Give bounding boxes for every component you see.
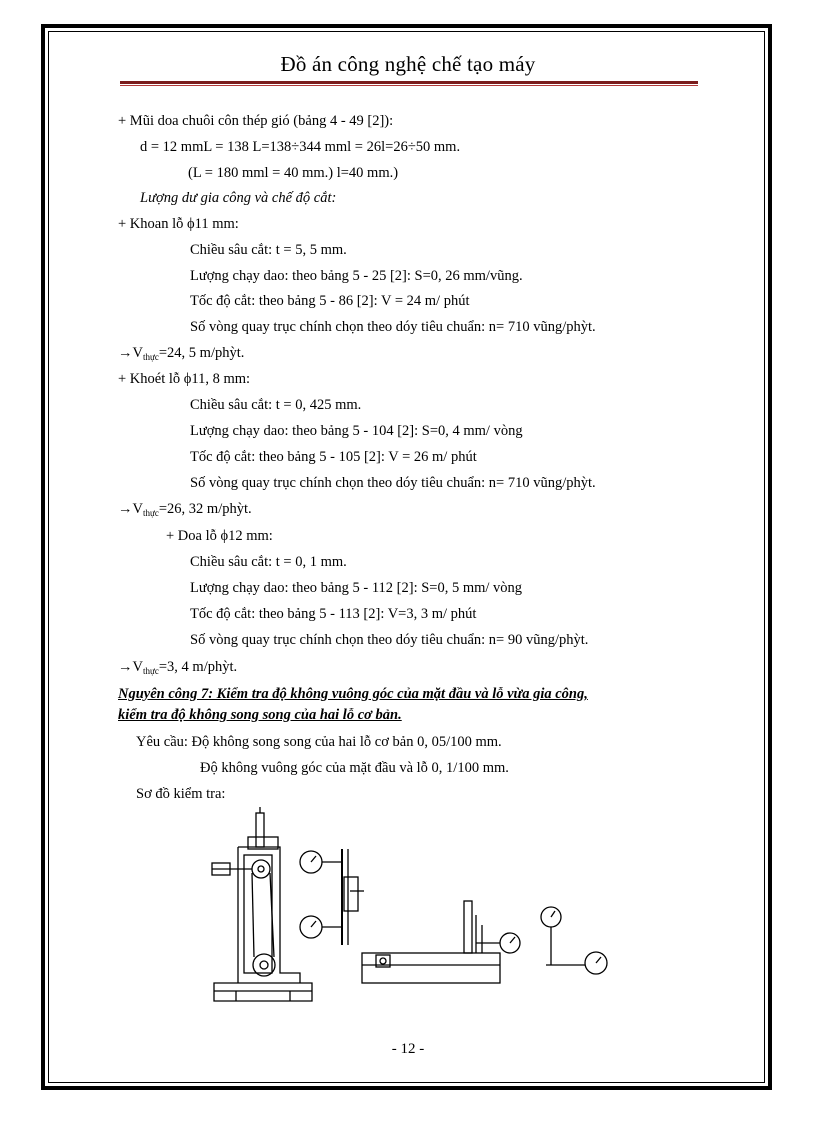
header-rule-thin xyxy=(120,85,698,86)
spindle-rod xyxy=(256,813,264,847)
text-line: + Doa lỗ ϕ12 mm: xyxy=(166,528,273,544)
text-line: Chiều sâu cắt: t = 0, 425 mm. xyxy=(190,397,362,413)
text-line-result xyxy=(118,500,252,522)
text-line: Chiều sâu cắt: t = 0, 1 mm. xyxy=(190,554,347,570)
text-line: Sơ đồ kiểm tra: xyxy=(136,786,226,802)
header-rule xyxy=(120,81,698,84)
upper-bore xyxy=(252,860,270,878)
result-value: =3, 4 m/phỳt. xyxy=(158,659,238,675)
result-subscript: thực xyxy=(142,352,159,362)
text-line: + Khoan lỗ ϕ11 mm: xyxy=(118,216,239,232)
text-line: Lượng chạy dao: theo bảng 5 - 112 [2]: S=0, 5 mm/ vòng xyxy=(190,580,523,596)
section-subheading: Lượng dư gia công và chế độ cắt: xyxy=(140,190,337,206)
text-line: Số vòng quay trục chính chọn theo dóy tiêu chuẩn: n= 710 vũng/phỳt. xyxy=(190,319,596,335)
text-line: Số vòng quay trục chính chọn theo dóy tiêu chuẩn: n= 710 vũng/phỳt. xyxy=(190,475,596,491)
text-line: Tốc độ cắt: theo bảng 5 - 105 [2]: V = 26 m/ phút xyxy=(190,449,477,465)
operation-heading-cont: kiểm tra độ không song song của hai lỗ cơ bản. xyxy=(118,707,402,723)
inspection-diagram xyxy=(200,805,620,1015)
result-prefix: →V xyxy=(118,659,143,675)
text-line: Số vòng quay trục chính chọn theo dóy tiêu chuẩn: n= 90 vũng/phỳt. xyxy=(190,632,589,648)
text-line: Độ không vuông góc của mặt đầu và lỗ 0, 1/100 mm. xyxy=(200,760,509,776)
text-line: Tốc độ cắt: theo bảng 5 - 86 [2]: V = 24 m/ phút xyxy=(190,293,470,309)
result-prefix: →V xyxy=(118,345,143,361)
page-header-title: Đồ án công nghệ chế tạo máy xyxy=(280,52,536,76)
result-value: =26, 32 m/phỳt. xyxy=(158,501,252,517)
result-subscript: thực xyxy=(142,666,159,676)
page-number: - 12 - xyxy=(391,1041,425,1057)
base-plate xyxy=(214,983,312,1001)
text-line: (L = 180 mml = 40 mm.) l=40 mm.) xyxy=(188,165,399,181)
result-subscript: thực xyxy=(142,508,159,518)
text-line: Lượng chạy dao: theo bảng 5 - 104 [2]: S=0, 4 mm/ vòng xyxy=(190,423,523,439)
text-line: Yêu cầu: Độ không song song của hai lỗ cơ bản 0, 05/100 mm. xyxy=(136,734,502,750)
middle-post xyxy=(464,901,472,953)
text-line: d = 12 mmL = 138 L=138÷344 mml = 26l=26÷50 mm. xyxy=(140,139,461,155)
result-prefix: →V xyxy=(118,501,143,517)
text-line: + Khoét lỗ ϕ11, 8 mm: xyxy=(118,371,251,387)
text-line: Lượng chạy dao: theo bảng 5 - 25 [2]: S=0, 26 mm/vũng. xyxy=(190,268,523,284)
text-line: Chiều sâu cắt: t = 5, 5 mm. xyxy=(190,242,347,258)
text-line-result xyxy=(118,344,244,366)
text-line-result xyxy=(118,658,237,680)
operation-heading: Nguyên công 7: Kiểm tra độ không vuông góc của mặt đầu và lỗ vừa gia công, xyxy=(118,686,588,702)
text-line: Tốc độ cắt: theo bảng 5 - 113 [2]: V=3, 3 m/ phút xyxy=(190,606,477,622)
text-line: + Mũi doa chuôi côn thép gió (bảng 4 - 49 [2]): xyxy=(118,113,394,129)
result-value: =24, 5 m/phỳt. xyxy=(158,345,245,361)
